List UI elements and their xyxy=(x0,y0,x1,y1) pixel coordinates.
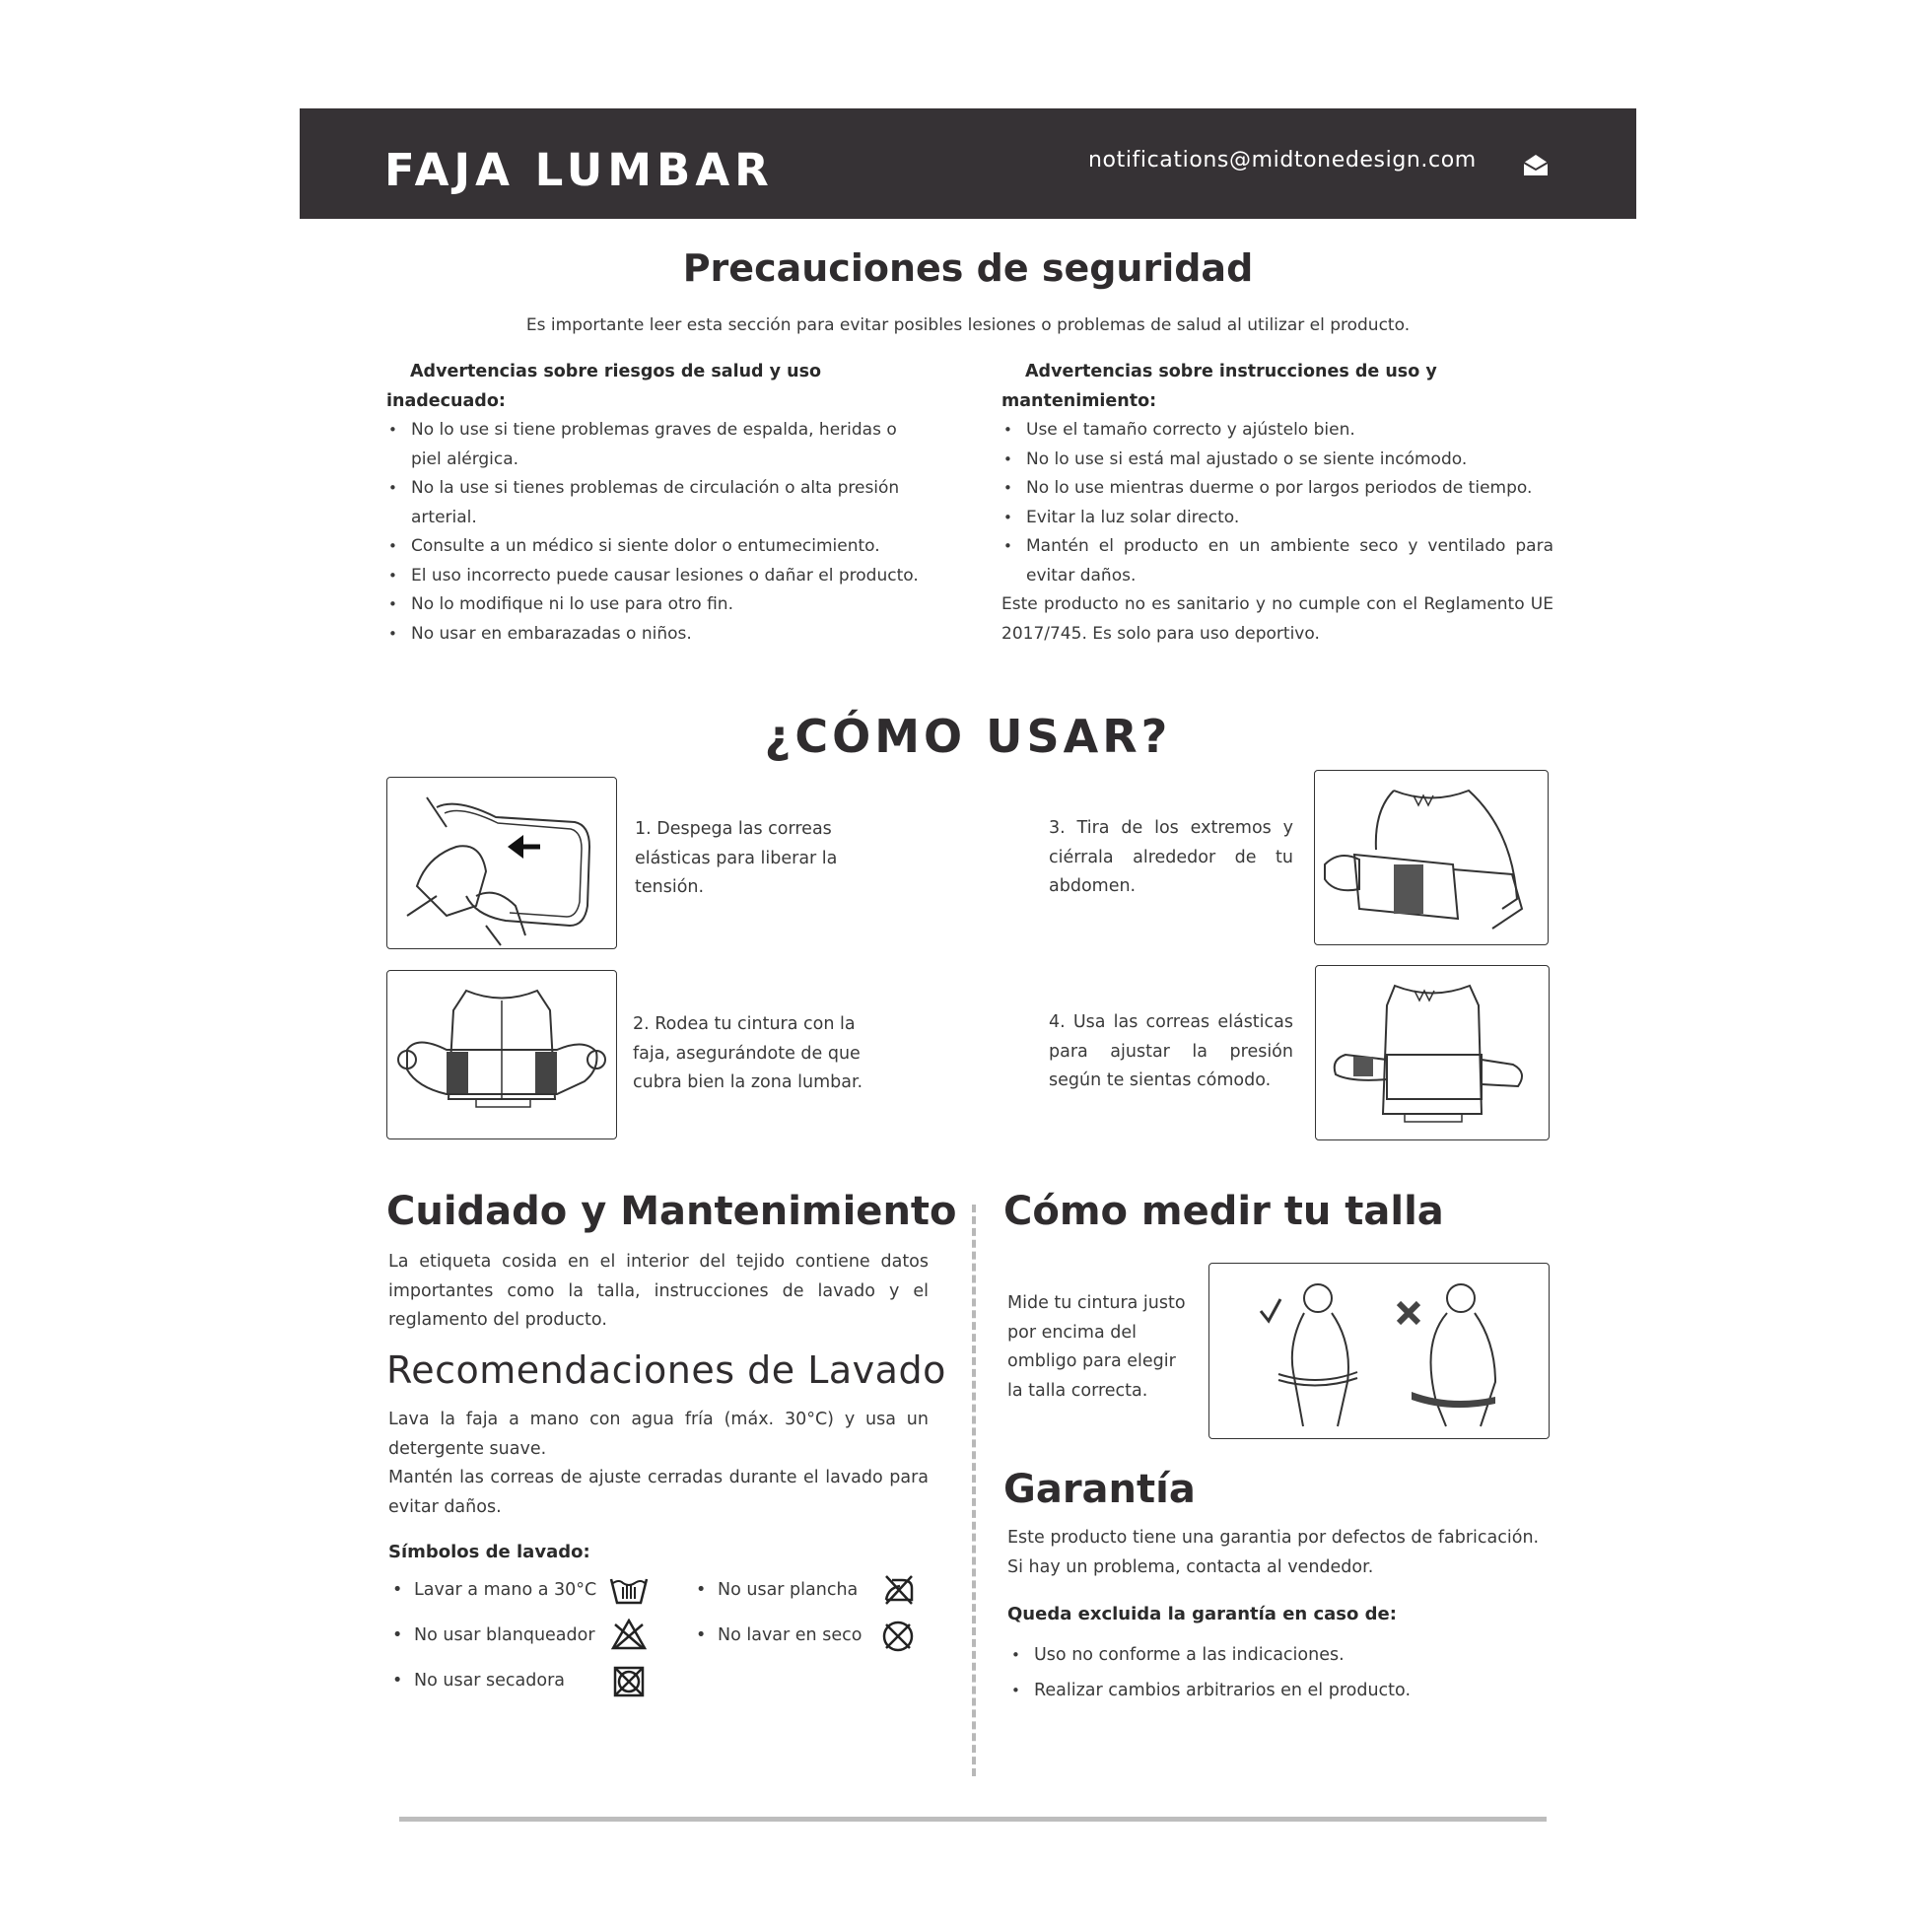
warranty-exclusion-title: Queda excluida la garantía en caso de: xyxy=(1007,1604,1397,1624)
step-3-text: 3. Tira de los extremos y ciérrala alrededor de tu abdomen. xyxy=(1049,818,1293,896)
howto-title: ¿CÓMO USAR? xyxy=(764,710,1172,763)
step-4-text: 4. Usa las correas elásticas para ajustar la presión según te sientas cómodo. xyxy=(1049,1012,1293,1090)
warranty-exclusion-list xyxy=(1009,1637,1542,1708)
list-item: • Evitar la luz solar directo. xyxy=(1001,504,1553,533)
list-item: • El uso incorrecto puede causar lesiones o dañar el producto. xyxy=(386,562,919,591)
symbol-label: No lavar en seco xyxy=(718,1625,862,1645)
step-2-illustration xyxy=(386,970,617,1139)
no-iron-icon xyxy=(882,1574,916,1606)
envelope-open-icon xyxy=(1522,152,1550,177)
safety-right-column xyxy=(1001,358,1553,649)
safety-left-heading: Advertencias sobre riesgos de salud y uso inadecuado: xyxy=(386,362,822,411)
safety-right-list xyxy=(1001,416,1553,590)
warranty-title: Garantía xyxy=(1003,1467,1196,1512)
regulation-note: Este producto no es sanitario y no cumple con el Reglamento UE 2017/745. Es solo para uso deportivo. xyxy=(1001,594,1553,644)
symbol-label: No usar plancha xyxy=(718,1580,859,1600)
hand-wash-icon xyxy=(609,1573,649,1607)
step-1-text: 1. Despega las correas elásticas para liberar la tensión. xyxy=(635,819,838,897)
measure-illustration xyxy=(1208,1263,1550,1439)
column-divider xyxy=(972,1205,976,1776)
safety-left-column xyxy=(386,358,919,649)
symbols-title: Símbolos de lavado: xyxy=(388,1542,590,1562)
brand-title: FAJA LUMBAR xyxy=(384,144,774,196)
list-item: • Uso no conforme a las indicaciones. xyxy=(1009,1637,1542,1673)
step-2-text: 2. Rodea tu cintura con la faja, asegurándote de que cubra bien la zona lumbar. xyxy=(633,1014,863,1092)
list-item: • No lo use si está mal ajustado o se siente incómodo. xyxy=(1001,446,1553,475)
no-bleach-icon xyxy=(611,1619,647,1650)
wash-text xyxy=(388,1406,929,1522)
header-bar xyxy=(300,108,1636,219)
list-item: • No lo modifique ni lo use para otro fin. xyxy=(386,590,919,620)
list-item: • No usar en embarazadas o niños. xyxy=(386,620,919,650)
symbol-label: Lavar a mano a 30°C xyxy=(414,1580,597,1600)
measure-title: Cómo medir tu talla xyxy=(1003,1189,1444,1234)
warranty-text: Este producto tiene una garantia por defectos de fabricación. Si hay un problema, contacta al vendedor. xyxy=(1007,1528,1540,1577)
wash-text-line: Mantén las correas de ajuste cerradas durante el lavado para evitar daños. xyxy=(388,1468,929,1517)
contact-email[interactable]: notifications@midtonedesign.com xyxy=(1088,148,1477,172)
safety-right-heading: Advertencias sobre instrucciones de uso y mantenimiento: xyxy=(1001,362,1437,411)
safety-intro: Es importante leer esta sección para evitar posibles lesiones o problemas de salud al utilizar el producto. xyxy=(525,315,1411,335)
step-4-illustration xyxy=(1315,965,1550,1140)
list-item: • Realizar cambios arbitrarios en el producto. xyxy=(1009,1673,1542,1708)
list-item: • No la use si tienes problemas de circulación o alta presión arterial. xyxy=(386,474,919,532)
no-dry-clean-icon xyxy=(880,1620,916,1653)
symbol-label: No usar secadora xyxy=(414,1671,566,1690)
step-1-illustration xyxy=(386,777,617,949)
step-3-illustration xyxy=(1314,770,1549,945)
wash-title: Recomendaciones de Lavado xyxy=(386,1348,946,1392)
wash-text-line: Lava la faja a mano con agua fría (máx. 30°C) y usa un detergente suave. xyxy=(388,1410,929,1459)
footer-rule xyxy=(399,1817,1547,1822)
list-item: • Mantén el producto en un ambiente seco y ventilado para evitar daños. xyxy=(1001,532,1553,590)
list-item: • No lo use si tiene problemas graves de espalda, heridas o piel alérgica. xyxy=(386,416,919,474)
list-item: • Consulte a un médico si siente dolor o entumecimiento. xyxy=(386,532,919,562)
no-tumble-dry-icon xyxy=(612,1665,646,1698)
symbol-label: No usar blanqueador xyxy=(414,1625,595,1645)
safety-left-list xyxy=(386,416,919,649)
measure-text: Mide tu cintura justo por encima del ombligo para elegir la talla correcta. xyxy=(1007,1293,1186,1401)
care-title: Cuidado y Mantenimiento xyxy=(386,1189,957,1234)
list-item: • No lo use mientras duerme o por largos periodos de tiempo. xyxy=(1001,474,1553,504)
care-text: La etiqueta cosida en el interior del tejido contiene datos importantes como la talla, instrucciones de lavado y el reglamento del producto. xyxy=(388,1252,929,1330)
safety-title: Precauciones de seguridad xyxy=(682,246,1254,290)
list-item: • Use el tamaño correcto y ajústelo bien. xyxy=(1001,416,1553,446)
